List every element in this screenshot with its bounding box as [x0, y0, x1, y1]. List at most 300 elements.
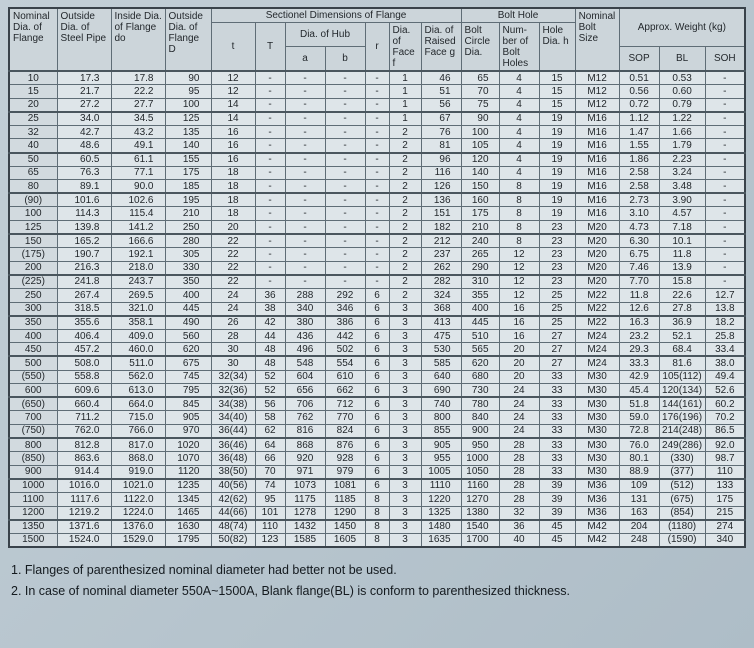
cell: 288 — [285, 289, 325, 303]
cell: 1016.0 — [57, 479, 111, 493]
cell: 34(38) — [211, 397, 255, 411]
cell: 52.1 — [659, 329, 705, 343]
cell: 868 — [285, 438, 325, 452]
cell: M16 — [575, 112, 619, 126]
cell: 218.0 — [111, 261, 165, 275]
cell: 27.2 — [57, 98, 111, 112]
row-nominal-dia: 32 — [9, 125, 57, 139]
cell: 19 — [539, 112, 575, 126]
cell: 2 — [389, 234, 421, 248]
cell: - — [285, 221, 325, 235]
cell: 166.6 — [111, 234, 165, 248]
cell: 49.4 — [705, 370, 745, 384]
cell: 96 — [421, 153, 461, 167]
cell: M42 — [575, 533, 619, 547]
cell: 928 — [325, 452, 365, 466]
cell: - — [255, 125, 285, 139]
cell: 1371.6 — [57, 520, 111, 534]
cell: 18 — [211, 166, 255, 180]
cell: 675 — [165, 356, 211, 370]
cell: M22 — [575, 302, 619, 316]
cell: 3 — [389, 302, 421, 316]
cell: 6 — [365, 479, 389, 493]
cell: 25 — [539, 289, 575, 303]
cell: 23 — [539, 261, 575, 275]
cell: - — [255, 98, 285, 112]
row-nominal-dia: 300 — [9, 302, 57, 316]
cell: 1.55 — [619, 139, 659, 153]
cell: 23.2 — [619, 329, 659, 343]
cell: 105 — [461, 139, 499, 153]
flange-dimension-table — [8, 7, 746, 548]
cell: - — [325, 85, 365, 99]
cell: 496 — [285, 343, 325, 357]
cell: 290 — [461, 261, 499, 275]
cell: 3 — [389, 370, 421, 384]
cell: 554 — [325, 356, 365, 370]
cell: 33 — [539, 438, 575, 452]
col-header-hub-a: a — [285, 46, 325, 71]
cell: 3 — [389, 411, 421, 425]
cell: 90 — [165, 71, 211, 85]
table-row — [9, 139, 745, 153]
cell: 6.30 — [619, 234, 659, 248]
cell: 6 — [365, 343, 389, 357]
cell: 185 — [165, 180, 211, 194]
cell: 620 — [165, 343, 211, 357]
cell: - — [705, 261, 745, 275]
cell: 38.0 — [705, 356, 745, 370]
footnotes — [8, 560, 746, 602]
cell: 126 — [421, 180, 461, 194]
table-row — [9, 465, 745, 479]
row-nominal-dia: 80 — [9, 180, 57, 194]
cell: 4.73 — [619, 221, 659, 235]
cell: 21.7 — [57, 85, 111, 99]
cell: 22 — [211, 275, 255, 289]
cell: 52 — [255, 384, 285, 398]
cell: - — [705, 139, 745, 153]
cell: 150 — [461, 180, 499, 194]
cell: 2 — [389, 261, 421, 275]
cell: 20 — [499, 343, 539, 357]
cell: 30 — [211, 343, 255, 357]
table-row — [9, 452, 745, 466]
col-header-hub-b: b — [325, 46, 365, 71]
table-row — [9, 125, 745, 139]
cell: 340 — [705, 533, 745, 547]
cell: 20 — [211, 221, 255, 235]
cell: 114.3 — [57, 207, 111, 221]
table-row — [9, 275, 745, 289]
cell: 75 — [461, 98, 499, 112]
cell: 2 — [389, 139, 421, 153]
cell: 16 — [211, 139, 255, 153]
table-row — [9, 112, 745, 126]
cell: 1.22 — [659, 112, 705, 126]
cell: M36 — [575, 492, 619, 506]
cell: 1160 — [461, 479, 499, 493]
cell: - — [705, 221, 745, 235]
col-header-number-of-bolt-holes: Num-ber of Bolt Holes — [499, 23, 539, 72]
cell: 1290 — [325, 506, 365, 520]
cell: 28 — [499, 465, 539, 479]
row-nominal-dia: 800 — [9, 438, 57, 452]
cell: 237 — [421, 248, 461, 262]
cell: 409.0 — [111, 329, 165, 343]
row-nominal-dia: (90) — [9, 193, 57, 207]
cell: 436 — [285, 329, 325, 343]
cell: 28 — [499, 479, 539, 493]
cell: 324 — [421, 289, 461, 303]
cell: 3 — [389, 356, 421, 370]
cell: 120 — [461, 153, 499, 167]
row-nominal-dia: 700 — [9, 411, 57, 425]
cell: 868.0 — [111, 452, 165, 466]
cell: 45 — [539, 533, 575, 547]
cell: - — [365, 275, 389, 289]
cell: 34(40) — [211, 411, 255, 425]
cell: 3 — [389, 506, 421, 520]
cell: 135 — [165, 125, 211, 139]
cell: (1590) — [659, 533, 705, 547]
cell: 1 — [389, 112, 421, 126]
cell: 42.7 — [57, 125, 111, 139]
cell: 380 — [285, 316, 325, 330]
cell: 125 — [165, 112, 211, 126]
cell: - — [255, 71, 285, 85]
cell: - — [365, 112, 389, 126]
cell: 3 — [389, 397, 421, 411]
cell: 24 — [499, 411, 539, 425]
cell: 656 — [285, 384, 325, 398]
cell: 243.7 — [111, 275, 165, 289]
row-nominal-dia: 900 — [9, 465, 57, 479]
cell: 3 — [389, 329, 421, 343]
cell: 22.6 — [659, 289, 705, 303]
cell: 141.2 — [111, 221, 165, 235]
row-nominal-dia: (650) — [9, 397, 57, 411]
cell: 120(134) — [659, 384, 705, 398]
cell: 1120 — [165, 465, 211, 479]
cell: - — [255, 234, 285, 248]
cell: - — [705, 125, 745, 139]
cell: 1450 — [325, 520, 365, 534]
cell: 0.60 — [659, 85, 705, 99]
cell: 662 — [325, 384, 365, 398]
cell: 4 — [499, 139, 539, 153]
cell: 971 — [285, 465, 325, 479]
cell: - — [285, 98, 325, 112]
cell: 76.3 — [57, 166, 111, 180]
cell: 560 — [165, 329, 211, 343]
cell: 16 — [499, 316, 539, 330]
cell: - — [705, 166, 745, 180]
cell: - — [705, 275, 745, 289]
cell: 175 — [705, 492, 745, 506]
cell: 502 — [325, 343, 365, 357]
cell: - — [705, 112, 745, 126]
cell: - — [325, 153, 365, 167]
cell: 42.9 — [619, 370, 659, 384]
row-nominal-dia: 1350 — [9, 520, 57, 534]
cell: - — [705, 234, 745, 248]
cell: 74 — [255, 479, 285, 493]
cell: M12 — [575, 71, 619, 85]
cell: 3.10 — [619, 207, 659, 221]
cell: 101 — [255, 506, 285, 520]
cell: 8 — [499, 193, 539, 207]
cell: 6 — [365, 424, 389, 438]
cell: 46 — [421, 71, 461, 85]
cell: 4 — [499, 166, 539, 180]
table-row — [9, 343, 745, 357]
cell: 1 — [389, 71, 421, 85]
cell: 131 — [619, 492, 659, 506]
cell: 76.0 — [619, 438, 659, 452]
cell: 1.47 — [619, 125, 659, 139]
table-row — [9, 71, 745, 85]
cell: 20 — [499, 356, 539, 370]
cell: 8 — [365, 520, 389, 534]
cell: 92.0 — [705, 438, 745, 452]
cell: 12 — [211, 85, 255, 99]
cell: 33 — [539, 370, 575, 384]
cell: 460.0 — [111, 343, 165, 357]
cell: M30 — [575, 424, 619, 438]
cell: 610 — [325, 370, 365, 384]
cell: 11.8 — [619, 289, 659, 303]
col-header-face-dia: Dia. of Face f — [389, 23, 421, 72]
cell: 60.2 — [705, 397, 745, 411]
cell: 23 — [539, 234, 575, 248]
cell: 457.2 — [57, 343, 111, 357]
cell: 16 — [211, 153, 255, 167]
table-row — [9, 411, 745, 425]
cell: - — [285, 207, 325, 221]
cell: 840 — [461, 411, 499, 425]
group-header-bolt-hole: Bolt Hole — [461, 8, 575, 23]
cell: M24 — [575, 343, 619, 357]
cell: - — [285, 261, 325, 275]
cell: 15 — [539, 98, 575, 112]
cell: 61.1 — [111, 153, 165, 167]
cell: 510 — [461, 329, 499, 343]
cell: 979 — [325, 465, 365, 479]
cell: 33 — [539, 411, 575, 425]
cell: (854) — [659, 506, 705, 520]
cell: - — [255, 153, 285, 167]
col-header-nominal-dia: Nominal Dia. of Flange — [9, 8, 57, 71]
cell: 76 — [421, 125, 461, 139]
cell: - — [255, 166, 285, 180]
cell: 12 — [499, 275, 539, 289]
cell: 110 — [705, 465, 745, 479]
cell: 321.0 — [111, 302, 165, 316]
cell: 163 — [619, 506, 659, 520]
cell: 269.5 — [111, 289, 165, 303]
cell: 490 — [165, 316, 211, 330]
cell: 876 — [325, 438, 365, 452]
cell: 110 — [255, 520, 285, 534]
cell: 919.0 — [111, 465, 165, 479]
row-nominal-dia: 600 — [9, 384, 57, 398]
cell: 1020 — [165, 438, 211, 452]
cell: 7.70 — [619, 275, 659, 289]
cell: 18 — [211, 193, 255, 207]
cell: 1630 — [165, 520, 211, 534]
cell: 1376.0 — [111, 520, 165, 534]
cell: 16 — [499, 329, 539, 343]
cell: 51 — [421, 85, 461, 99]
cell: 23 — [539, 275, 575, 289]
cell: 42 — [255, 316, 285, 330]
table-row — [9, 329, 745, 343]
cell: M20 — [575, 261, 619, 275]
cell: 2 — [389, 125, 421, 139]
cell: 17.3 — [57, 71, 111, 85]
cell: 18 — [211, 207, 255, 221]
cell: 33 — [539, 424, 575, 438]
cell: - — [325, 221, 365, 235]
cell: 123 — [255, 533, 285, 547]
col-header-bolt-circle-dia: Bolt Circle Dia. — [461, 23, 499, 72]
footnote-2: 2. In case of nominal diameter 550A~1500A, Blank flange(BL) is conform to parenthesized thickness. — [11, 583, 570, 598]
cell: 155 — [165, 153, 211, 167]
row-nominal-dia: (175) — [9, 248, 57, 262]
cell: 905 — [165, 411, 211, 425]
cell: 33 — [539, 465, 575, 479]
cell: 24 — [499, 384, 539, 398]
cell: 27 — [539, 343, 575, 357]
cell: 905 — [421, 438, 461, 452]
cell: 3.90 — [659, 193, 705, 207]
cell: 100 — [461, 125, 499, 139]
cell: 355.6 — [57, 316, 111, 330]
cell: - — [365, 193, 389, 207]
cell: 845 — [165, 397, 211, 411]
cell: 706 — [285, 397, 325, 411]
cell: 900 — [461, 424, 499, 438]
cell: 36(44) — [211, 424, 255, 438]
cell: 4 — [499, 71, 539, 85]
row-nominal-dia: 400 — [9, 329, 57, 343]
cell: 109 — [619, 479, 659, 493]
col-header-outside-flange-dia: Outside Dia. of Flange D — [165, 8, 211, 71]
row-nominal-dia: 1000 — [9, 479, 57, 493]
cell: 3 — [389, 384, 421, 398]
cell: 358.1 — [111, 316, 165, 330]
cell: 22 — [211, 248, 255, 262]
cell: 81 — [421, 139, 461, 153]
col-header-raised-face-dia: Dia. of Raised Face g — [421, 23, 461, 72]
cell: 80.1 — [619, 452, 659, 466]
cell: 90 — [461, 112, 499, 126]
cell: 400 — [461, 302, 499, 316]
cell: 24 — [211, 302, 255, 316]
cell: 160 — [461, 193, 499, 207]
cell: 280 — [165, 234, 211, 248]
cell: 115.4 — [111, 207, 165, 221]
col-header-t: t — [211, 23, 255, 72]
cell: 445 — [165, 302, 211, 316]
cell: 508.0 — [57, 356, 111, 370]
cell: 66 — [255, 452, 285, 466]
cell: 22.2 — [111, 85, 165, 99]
cell: 740 — [421, 397, 461, 411]
cell: - — [705, 193, 745, 207]
cell: 1345 — [165, 492, 211, 506]
cell: 3.24 — [659, 166, 705, 180]
cell: - — [365, 71, 389, 85]
cell: - — [365, 261, 389, 275]
cell: 32 — [499, 506, 539, 520]
cell: M12 — [575, 85, 619, 99]
cell: 1175 — [285, 492, 325, 506]
cell: 3 — [389, 465, 421, 479]
cell: 25.8 — [705, 329, 745, 343]
col-header-hole-dia: Hole Dia. h — [539, 23, 575, 72]
table-row — [9, 221, 745, 235]
table-row — [9, 248, 745, 262]
cell: 40 — [499, 533, 539, 547]
group-header-approx-weight: Approx. Weight (kg) — [619, 8, 745, 46]
cell: 195 — [165, 193, 211, 207]
cell: 0.51 — [619, 71, 659, 85]
cell: 95 — [165, 85, 211, 99]
table-row — [9, 506, 745, 520]
cell: 25 — [539, 316, 575, 330]
cell: 282 — [421, 275, 461, 289]
cell: 812.8 — [57, 438, 111, 452]
cell: - — [285, 234, 325, 248]
cell: 2 — [389, 166, 421, 180]
table-row — [9, 289, 745, 303]
cell: 6 — [365, 356, 389, 370]
cell: 0.79 — [659, 98, 705, 112]
cell: - — [365, 248, 389, 262]
cell: 77.1 — [111, 166, 165, 180]
cell: 16 — [499, 302, 539, 316]
cell: - — [255, 221, 285, 235]
cell: 204 — [619, 520, 659, 534]
cell: 34.5 — [111, 112, 165, 126]
cell: 2 — [389, 180, 421, 194]
cell: - — [255, 261, 285, 275]
cell: M16 — [575, 180, 619, 194]
cell: 292 — [325, 289, 365, 303]
table-row — [9, 520, 745, 534]
cell: 955 — [421, 452, 461, 466]
cell: 6 — [365, 411, 389, 425]
cell: M20 — [575, 234, 619, 248]
cell: 664.0 — [111, 397, 165, 411]
cell: 144(161) — [659, 397, 705, 411]
cell: 1070 — [165, 452, 211, 466]
cell: - — [255, 85, 285, 99]
cell: 44(66) — [211, 506, 255, 520]
cell: - — [365, 234, 389, 248]
cell: 558.8 — [57, 370, 111, 384]
cell: 6 — [365, 329, 389, 343]
cell: 39 — [539, 492, 575, 506]
row-nominal-dia: (850) — [9, 452, 57, 466]
cell: 70 — [461, 85, 499, 99]
cell: 19 — [539, 125, 575, 139]
cell: M16 — [575, 166, 619, 180]
cell: 65 — [461, 71, 499, 85]
cell: 1185 — [325, 492, 365, 506]
